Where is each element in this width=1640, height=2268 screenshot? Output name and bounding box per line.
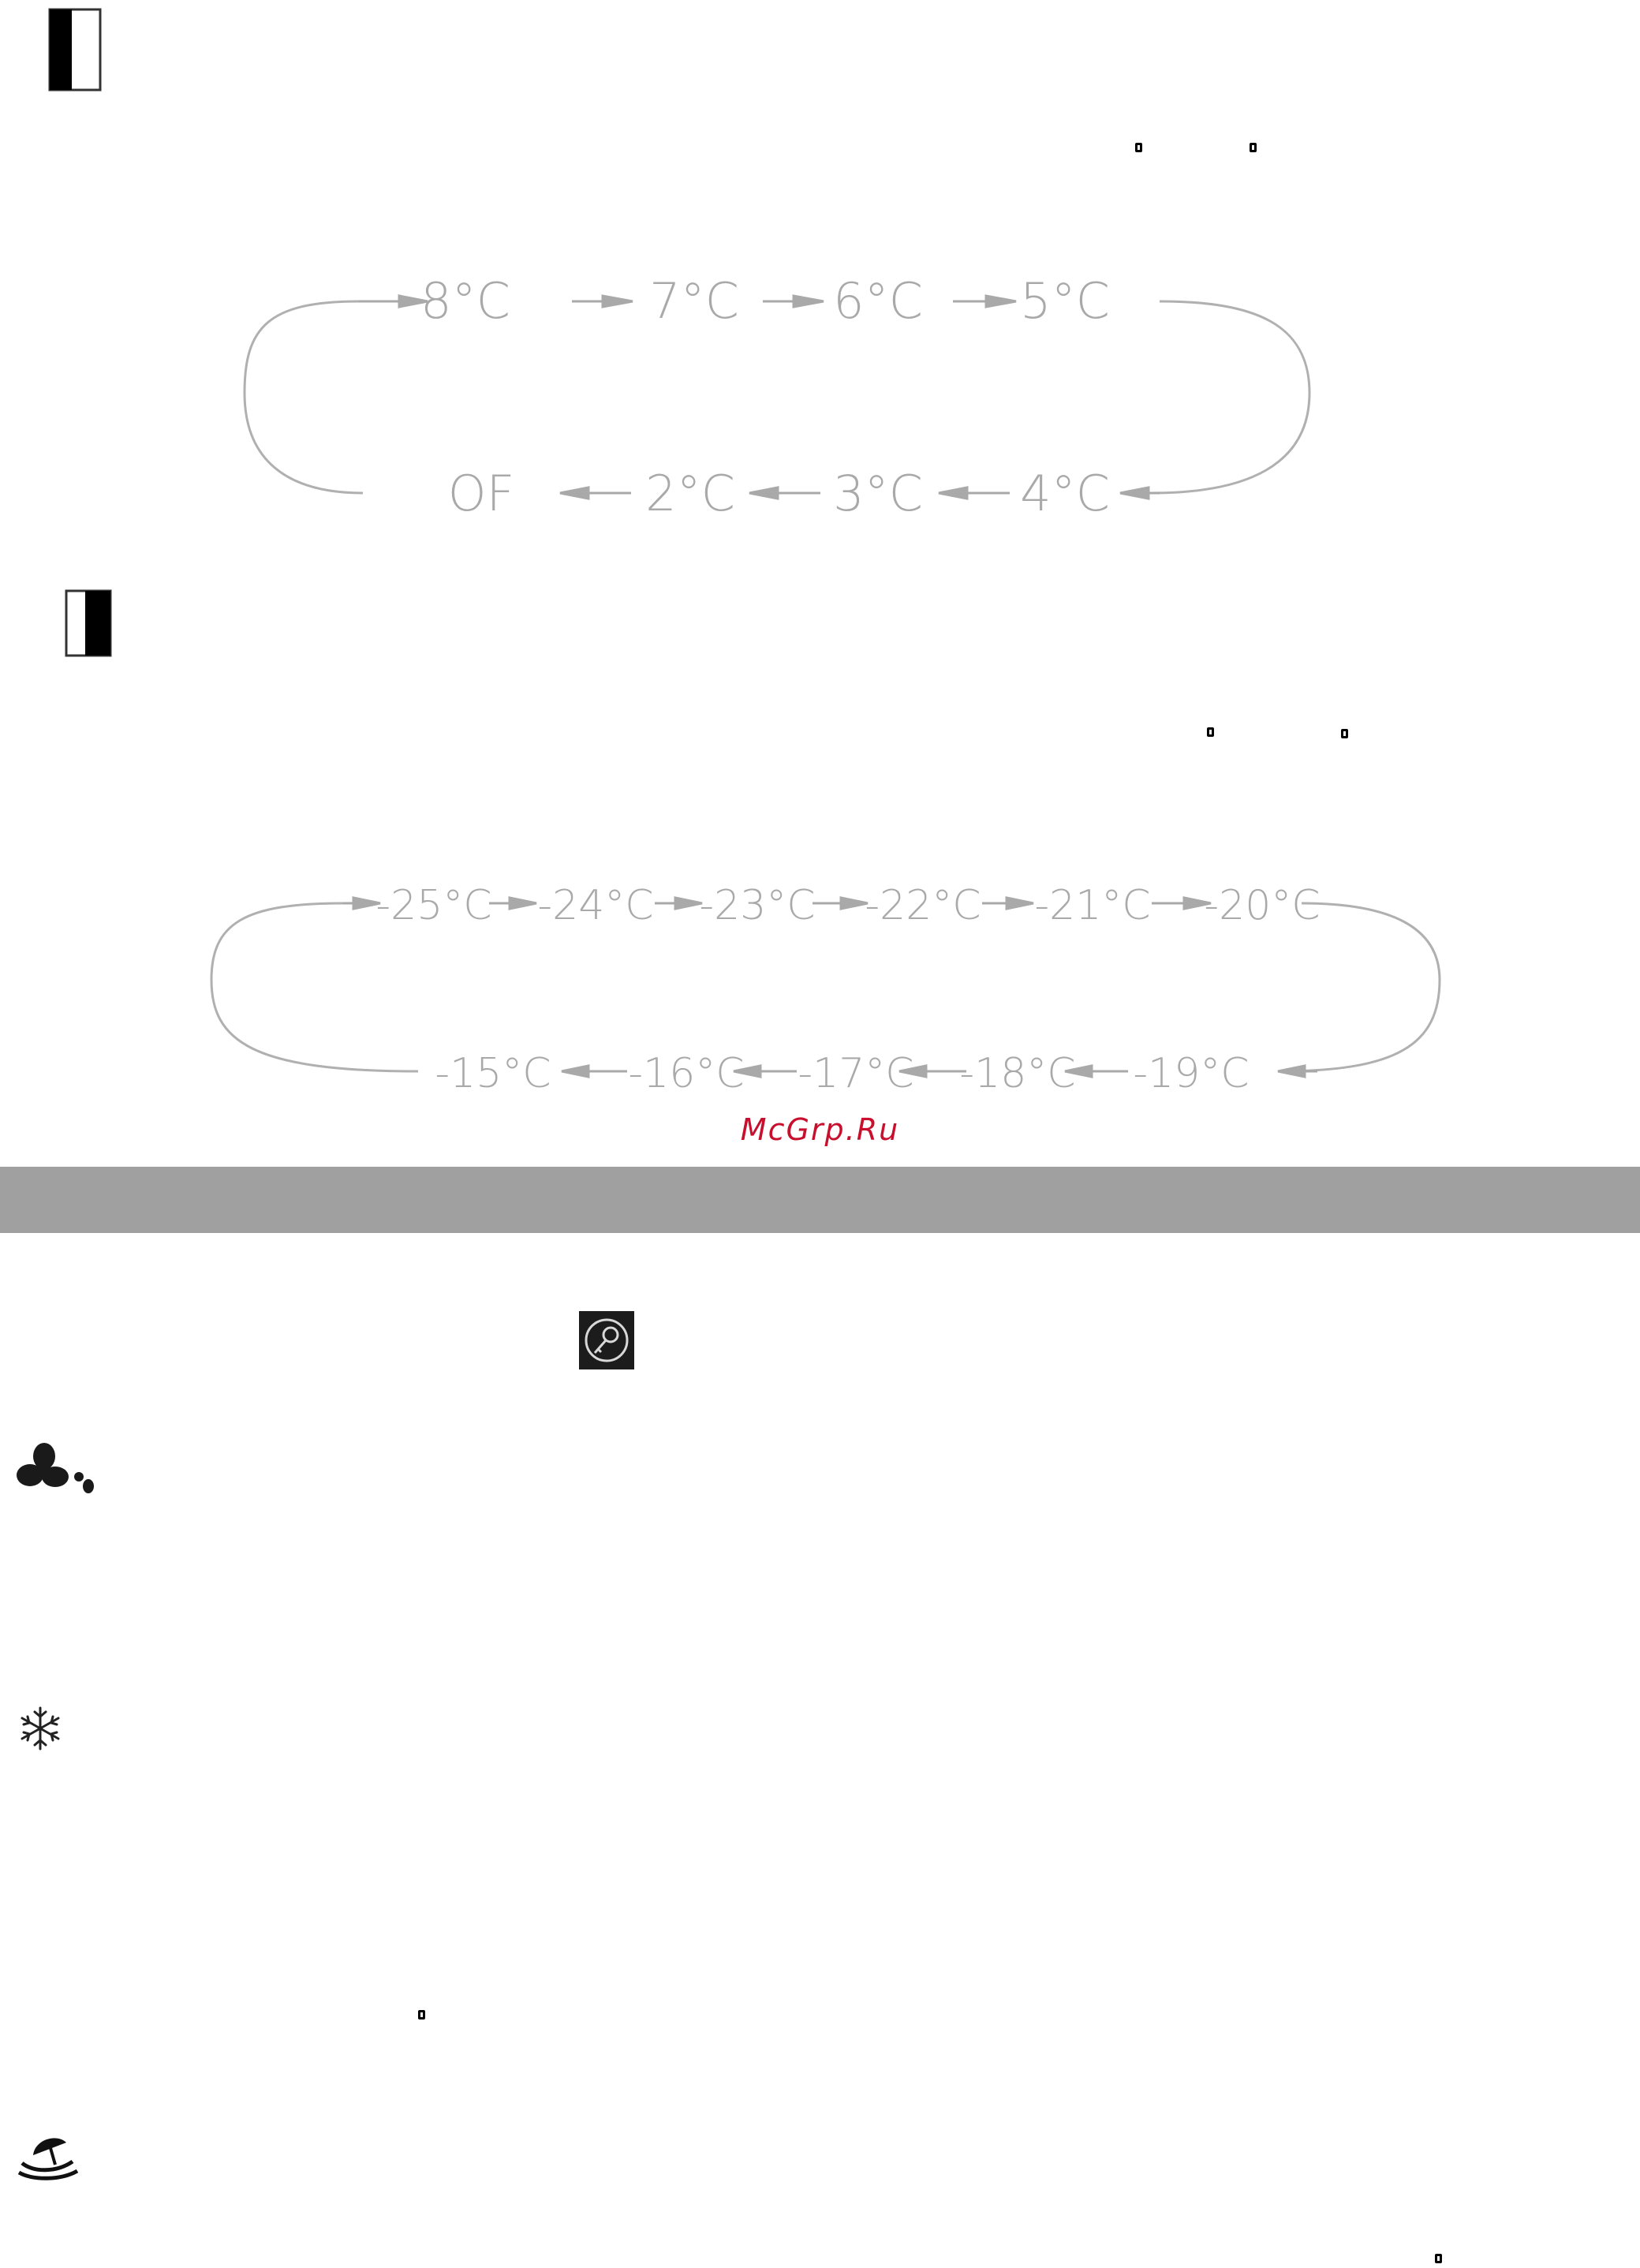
fridge-temp-label: 7°C <box>649 272 739 330</box>
placeholder-glyph <box>1207 727 1214 737</box>
freezer-temperature-cycle-diagram <box>197 860 1459 1112</box>
placeholder-glyph <box>1250 143 1257 152</box>
freezer-temp-label: -21°C <box>1034 882 1151 929</box>
freezer-temp-label: -17°C <box>798 1050 914 1097</box>
cycle-arc-left <box>245 301 363 493</box>
fridge-temp-label: 8°C <box>420 272 510 330</box>
freezer-temp-label: -16°C <box>628 1050 745 1097</box>
freezer-temp-label: -20°C <box>1204 882 1321 929</box>
freezer-temp-label: -23°C <box>699 882 816 929</box>
watermark-text: McGrp.Ru <box>740 1112 900 1147</box>
freezer-temp-label: -15°C <box>435 1050 551 1097</box>
fridge-temperature-cycle-diagram <box>221 252 1341 552</box>
vacation-umbrella-icon <box>17 2132 80 2182</box>
fridge-temp-label: 2°C <box>645 465 735 522</box>
freezer-temp-label: -24°C <box>537 882 654 929</box>
freezer-temp-label: -19°C <box>1133 1050 1250 1097</box>
key-lock-icon <box>579 1311 634 1369</box>
freezer-temp-label: -22°C <box>865 882 981 929</box>
placeholder-glyph <box>1341 729 1348 738</box>
freezer-compartment-icon <box>65 589 112 657</box>
fridge-temp-label: OF <box>447 465 515 522</box>
freezer-temp-label: -25°C <box>375 882 492 929</box>
freezer-temp-label: -18°C <box>959 1050 1076 1097</box>
fan-icon <box>16 1442 95 1494</box>
section-divider-band <box>0 1167 1640 1233</box>
fridge-compartment-icon <box>48 8 102 92</box>
placeholder-glyph <box>1435 2254 1442 2263</box>
fridge-temp-label: 3°C <box>833 465 923 522</box>
placeholder-glyph <box>1135 143 1142 152</box>
placeholder-glyph <box>418 2010 425 2020</box>
fridge-temp-label: 6°C <box>833 272 923 330</box>
cycle-arc-right <box>1152 301 1309 493</box>
snowflake-icon <box>17 1706 63 1751</box>
fridge-temp-label: 5°C <box>1020 272 1110 330</box>
fridge-temp-label: 4°C <box>1020 465 1110 522</box>
